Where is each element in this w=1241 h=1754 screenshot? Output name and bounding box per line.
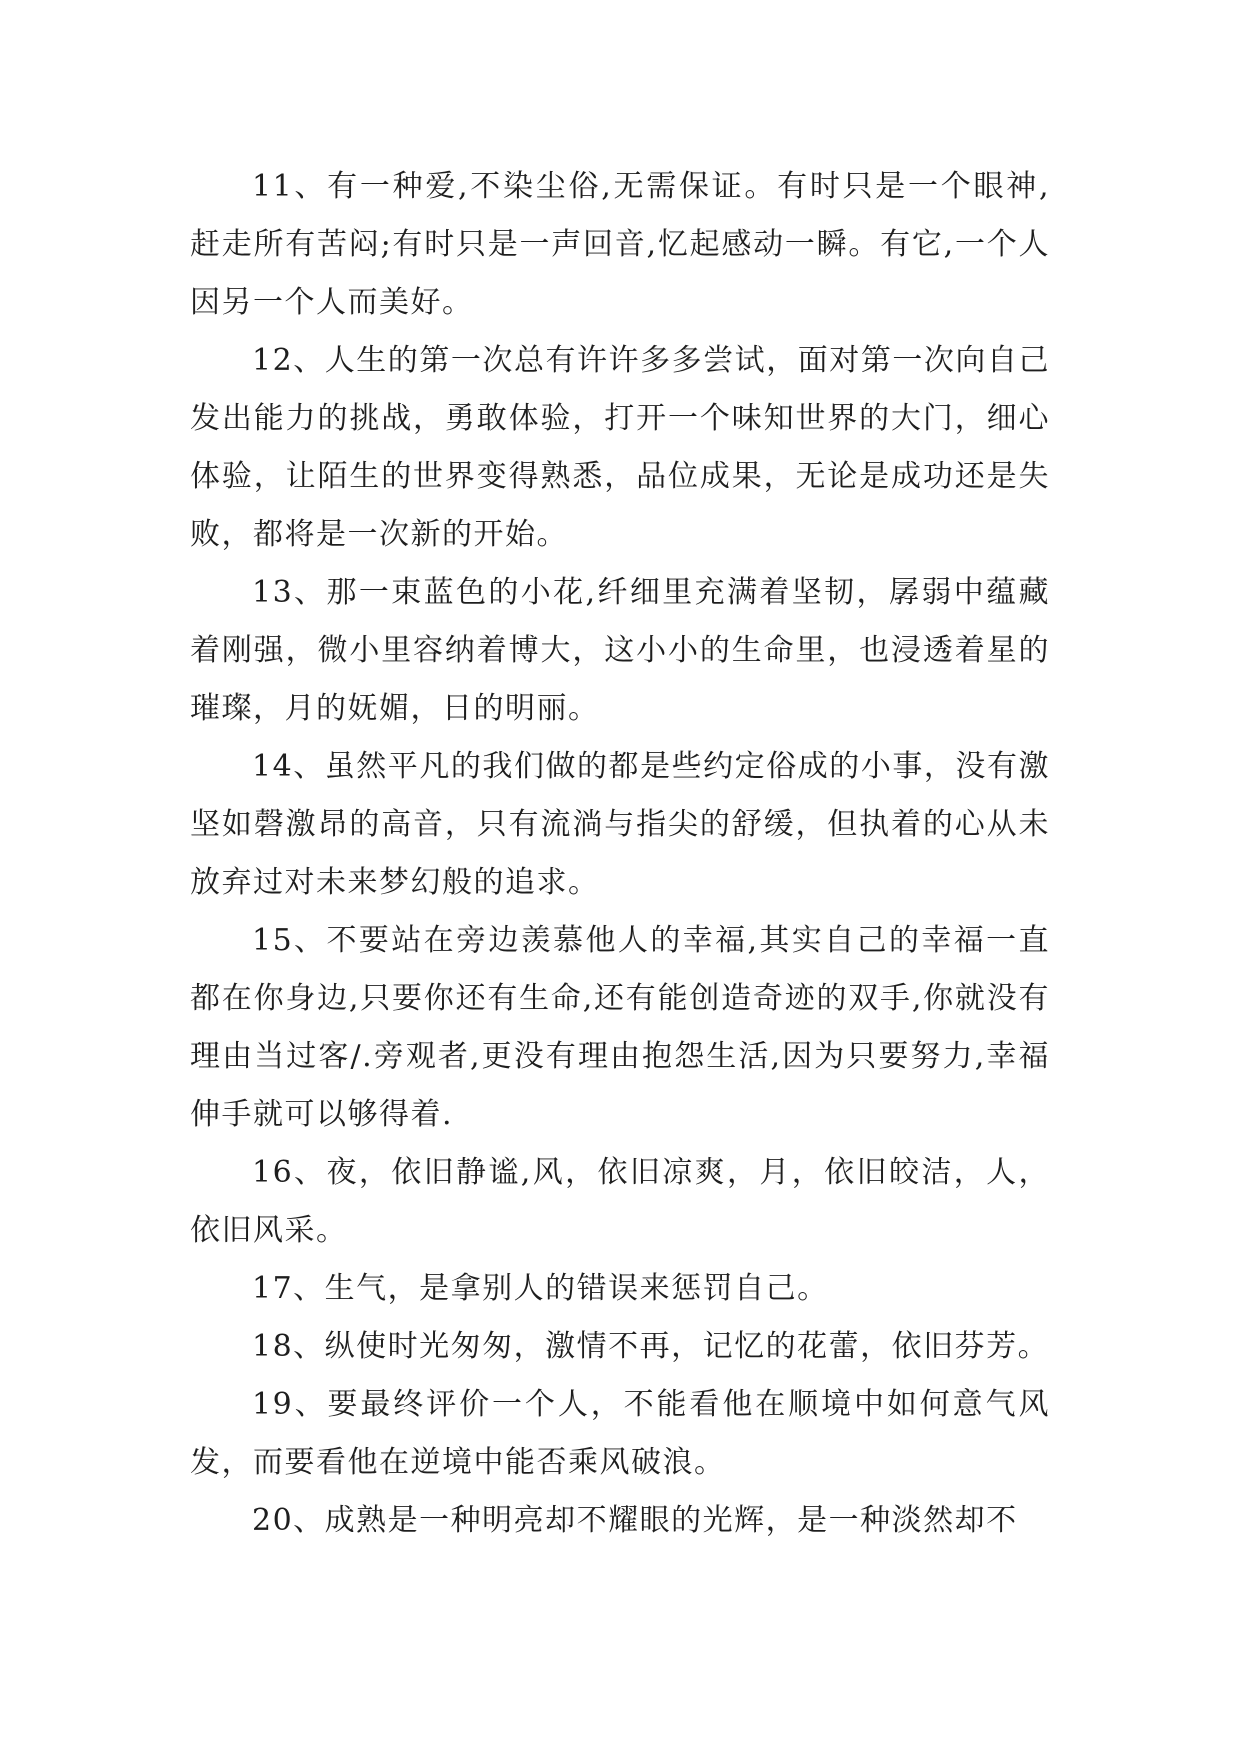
paragraph-18: 18、纵使时光匆匆，激情不再，记忆的花蕾，依旧芬芳。 <box>252 1329 1050 1364</box>
paragraph-19: 19、要最终评价一个人，不能看他在顺境中如何意气风发，而要看他在逆境中能否乘风破浪。 <box>190 1387 1050 1480</box>
paragraph-13: 13、那一束蓝色的小花,纤细里充满着坚韧，孱弱中蕴藏着刚强，微小里容纳着博大，这小小的生命里，也浸透着星的璀璨，月的妩媚，日的明丽。 <box>190 575 1050 726</box>
paragraph-14: 14、虽然平凡的我们做的都是些约定俗成的小事，没有激坚如磬激昂的高音，只有流淌与指尖的舒缓，但执着的心从未放弃过对未来梦幻般的追求。 <box>190 749 1050 900</box>
document-body <box>190 158 1050 1550</box>
paragraph-17: 17、生气，是拿别人的错误来惩罚自己。 <box>252 1271 829 1306</box>
paragraph-15: 15、不要站在旁边羡慕他人的幸福,其实自己的幸福一直都在你身边,只要你还有生命,还有能创造奇迹的双手,你就没有理由当过客/.旁观者,更没有理由抱怨生活,因为只要努力,幸福伸手就可以够得着. <box>190 923 1050 1132</box>
paragraph-11: 11、有一种爱,不染尘俗,无需保证。有时只是一个眼神,赶走所有苦闷;有时只是一声回音,忆起感动一瞬。有它,一个人因另一个人而美好。 <box>190 169 1050 320</box>
paragraph-16: 16、夜，依旧静谧,风，依旧凉爽，月，依旧皎洁，人，依旧风采。 <box>190 1155 1050 1248</box>
paragraph-12: 12、人生的第一次总有许许多多尝试，面对第一次向自己发出能力的挑战，勇敢体验，打开一个味知世界的大门，细心体验，让陌生的世界变得熟悉，品位成果，无论是成功还是失败，都将是一次新的开始。 <box>190 343 1050 552</box>
paragraph-20: 20、成熟是一种明亮却不耀眼的光辉，是一种淡然却不 <box>252 1503 1018 1538</box>
